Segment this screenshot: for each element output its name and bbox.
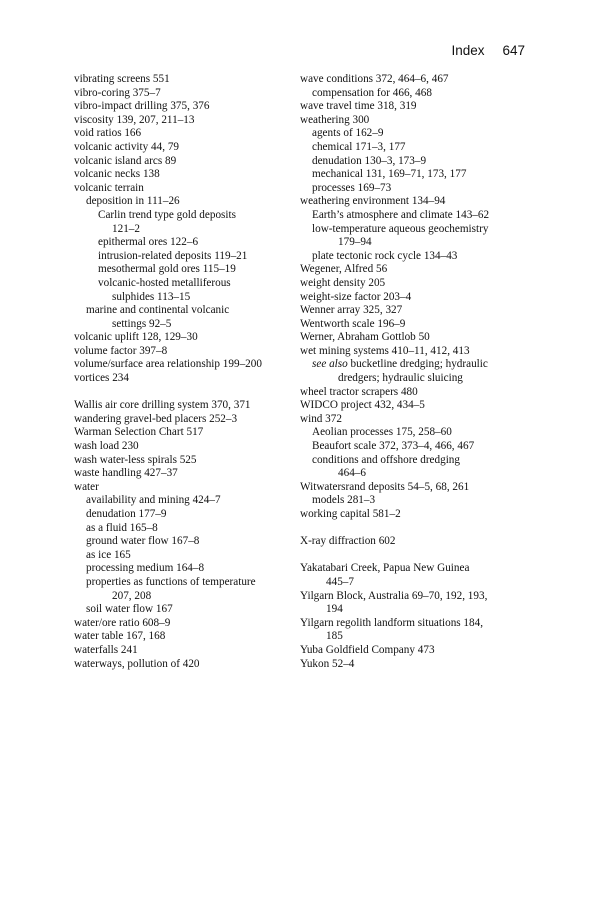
index-entry-text: water table 167, 168: [74, 630, 166, 643]
index-entry-text: Earth’s atmosphere and climate 143–62: [312, 208, 490, 221]
index-entry: [300, 617, 520, 631]
index-entry-text: waterways, pollution of 420: [74, 657, 200, 670]
index-entry-text: weight density 205: [300, 276, 386, 289]
running-header: [451, 43, 525, 58]
index-subentry: [74, 209, 286, 223]
index-entry-text: availability and mining 424–7: [86, 494, 221, 507]
index-subentry: [300, 454, 520, 468]
index-entry-text: vibro-impact drilling 375, 376: [74, 100, 210, 113]
index-subentry: [74, 603, 286, 617]
index-letter-gap: [74, 386, 286, 400]
index-entry-text: X-ray diffraction 602: [300, 535, 396, 548]
index-entry-continuation: [300, 372, 520, 386]
index-entry-text: 194: [326, 603, 343, 616]
page-number: 647: [502, 43, 525, 58]
index-entry: [300, 73, 520, 87]
index-entry-text: Yilgarn Block, Australia 69–70, 192, 193,: [300, 589, 488, 602]
index-entry: [300, 114, 520, 128]
index-entry-text: as ice 165: [86, 548, 131, 561]
index-entry-text: wash water-less spirals 525: [74, 453, 197, 466]
index-entry: [74, 630, 286, 644]
index-entry-text: Wentworth scale 196–9: [300, 317, 406, 330]
index-entry-text: Warman Selection Chart 517: [74, 426, 204, 439]
index-entry-text: vibrating screens 551: [74, 73, 170, 85]
index-subentry: [300, 426, 520, 440]
index-entry: [74, 454, 286, 468]
index-entry-text: deposition in 111–26: [86, 195, 180, 208]
index-entry: [74, 87, 286, 101]
index-entry: [74, 345, 286, 359]
index-entry-text: marine and continental volcanic: [86, 304, 230, 317]
index-entry-text: waste handling 427–37: [74, 467, 178, 480]
index-subentry: [74, 494, 286, 508]
index-entry-text: models 281–3: [312, 494, 376, 507]
index-entry: [300, 345, 520, 359]
index-entry-text: Yilgarn regolith landform situations 184,: [300, 616, 484, 629]
index-entry: [74, 644, 286, 658]
index-entry-text: Yakatabari Creek, Papua New Guinea: [300, 562, 470, 575]
index-entry-continuation: [74, 223, 286, 237]
index-entry-text: Yukon 52–4: [300, 657, 355, 670]
index-entry-text: chemical 171–3, 177: [312, 140, 406, 153]
index-entry-text: compensation for 466, 468: [312, 86, 432, 99]
index-entry-text: volume/surface area relationship 199–200: [74, 358, 262, 371]
index-entry-text: Wenner array 325, 327: [300, 304, 403, 317]
index-entry-text: Yuba Goldfield Company 473: [300, 643, 435, 656]
index-entry-text: wet mining systems 410–11, 412, 413: [300, 344, 470, 357]
index-entry-text: volcanic necks 138: [74, 168, 160, 181]
index-entry-text: volcanic-hosted metalliferous: [98, 276, 231, 289]
index-entry-continuation: [300, 236, 520, 250]
index-entry: [300, 399, 520, 413]
index-subentry: [300, 358, 520, 372]
index-subentry: [74, 277, 286, 291]
index-entry-text: Carlin trend type gold deposits: [98, 208, 236, 221]
index-subentry: [300, 250, 520, 264]
index-entry-text: volcanic uplift 128, 129–30: [74, 331, 198, 344]
index-entry: [300, 562, 520, 576]
index-entry-continuation: [300, 603, 520, 617]
index-entry-text: Witwatersrand deposits 54–5, 68, 261: [300, 480, 470, 493]
index-entry-text: denudation 130–3, 173–9: [312, 154, 427, 167]
index-entry-text: bucketline dredging; hydraulic: [350, 358, 488, 371]
index-entry-continuation: [300, 630, 520, 644]
index-letter-gap: [300, 549, 520, 563]
index-entry: [74, 100, 286, 114]
index-subentry: [300, 168, 520, 182]
index-entry-text: volcanic island arcs 89: [74, 154, 177, 167]
index-subentry: [300, 155, 520, 169]
index-entry-text: weight-size factor 203–4: [300, 290, 412, 303]
index-entry-text: 207, 208: [112, 589, 152, 602]
index-entry: [74, 399, 286, 413]
index-entry-text: weathering environment 134–94: [300, 195, 446, 208]
index-subentry: [300, 87, 520, 101]
index-subentry: [300, 440, 520, 454]
index-entry-text: wash load 230: [74, 440, 139, 453]
index-subentry: [74, 535, 286, 549]
index-entry: [300, 535, 520, 549]
index-entry-text: 185: [326, 630, 343, 643]
index-entry-text: processes 169–73: [312, 181, 392, 194]
index-entry: [300, 195, 520, 209]
index-entry: [74, 73, 286, 87]
index-entry-continuation: [300, 467, 520, 481]
index-column-right: [300, 73, 520, 671]
index-entry-text: mechanical 131, 169–71, 173, 177: [312, 168, 467, 181]
header-section-title: Index: [451, 43, 485, 58]
index-entry: [74, 114, 286, 128]
index-subentry: [74, 522, 286, 536]
index-entry: [74, 155, 286, 169]
index-subentry: [74, 304, 286, 318]
index-entry: [74, 372, 286, 386]
index-entry-text: processing medium 164–8: [86, 562, 205, 575]
index-subentry: [74, 236, 286, 250]
index-subentry: [74, 508, 286, 522]
index-entry-text: waterfalls 241: [74, 643, 138, 656]
index-entry-text: settings 92–5: [112, 317, 172, 330]
index-entry: [74, 426, 286, 440]
index-entry: [74, 467, 286, 481]
index-entry-text: 445–7: [326, 575, 354, 588]
index-entry-text: wind 372: [300, 412, 342, 425]
index-entry-text: properties as functions of temperature: [86, 575, 256, 588]
index-entry: [300, 413, 520, 427]
index-entry: [74, 168, 286, 182]
index-entry-text: conditions and offshore dredging: [312, 453, 460, 466]
index-entry-text: WIDCO project 432, 434–5: [300, 399, 425, 412]
index-entry: [300, 481, 520, 495]
index-subentry: [74, 263, 286, 277]
index-entry-text: Aeolian processes 175, 258–60: [312, 426, 452, 439]
index-entry-continuation: [74, 318, 286, 332]
index-entry-text: volume factor 397–8: [74, 344, 168, 357]
index-entry: [300, 304, 520, 318]
index-entry-text: 121–2: [112, 222, 140, 235]
index-entry-text: mesothermal gold ores 115–19: [98, 263, 236, 276]
index-entry: [300, 386, 520, 400]
index-entry: [74, 617, 286, 631]
index-entry: [74, 331, 286, 345]
index-entry-continuation: [74, 291, 286, 305]
index-entry-text: ground water flow 167–8: [86, 535, 200, 548]
index-entry: [300, 318, 520, 332]
index-entry-text: vortices 234: [74, 372, 129, 385]
index-entry: [300, 263, 520, 277]
index-entry-text: denudation 177–9: [86, 508, 167, 520]
index-entry-text: wave conditions 372, 464–6, 467: [300, 73, 449, 85]
index-subentry: [74, 576, 286, 590]
index-entry-text: Beaufort scale 372, 373–4, 466, 467: [312, 440, 475, 453]
index-entry: [74, 481, 286, 495]
index-entry: [300, 658, 520, 672]
index-entry-text: agents of 162–9: [312, 127, 384, 140]
index-entry-text: intrusion-related deposits 119–21: [98, 249, 248, 262]
index-entry-text: Wegener, Alfred 56: [300, 263, 388, 276]
index-entry: [300, 100, 520, 114]
index-entry-text: sulphides 113–15: [112, 290, 191, 303]
index-entry-text: 464–6: [338, 467, 366, 480]
index-subentry: [74, 562, 286, 576]
index-entry-text: soil water flow 167: [86, 603, 173, 616]
index-entry: [300, 508, 520, 522]
index-letter-gap: [300, 522, 520, 536]
index-entry: [300, 277, 520, 291]
index-subentry: [300, 127, 520, 141]
index-subentry: [300, 182, 520, 196]
index-entry-text: viscosity 139, 207, 211–13: [74, 113, 195, 126]
see-also-label: see also: [312, 358, 348, 371]
index-entry-text: void ratios 166: [74, 127, 142, 140]
index-entry: [74, 413, 286, 427]
index-subentry: [300, 494, 520, 508]
index-entry: [74, 141, 286, 155]
index-entry: [74, 358, 286, 372]
index-entry: [74, 440, 286, 454]
index-entry: [74, 658, 286, 672]
index-subentry: [74, 250, 286, 264]
index-subentry: [300, 141, 520, 155]
index-entry-text: as a fluid 165–8: [86, 521, 158, 534]
index-entry-text: low-temperature aqueous geochemistry: [312, 222, 489, 235]
index-entry-text: working capital 581–2: [300, 508, 401, 520]
index-entry: [300, 331, 520, 345]
index-entry-text: water/ore ratio 608–9: [74, 616, 171, 629]
index-entry: [74, 127, 286, 141]
index-subentry: [74, 195, 286, 209]
index-entry-text: water: [74, 480, 99, 493]
index-entry-text: volcanic activity 44, 79: [74, 140, 180, 153]
index-entry: [300, 590, 520, 604]
index-entry-text: epithermal ores 122–6: [98, 236, 199, 249]
index-entry-continuation: [300, 576, 520, 590]
index-entry-text: vibro-coring 375–7: [74, 86, 161, 99]
index-entry-text: Werner, Abraham Gottlob 50: [300, 331, 430, 344]
index-entry: [74, 182, 286, 196]
index-entry-text: dredgers; hydraulic sluicing: [338, 372, 463, 385]
index-subentry: [74, 549, 286, 563]
index-entry-text: plate tectonic rock cycle 134–43: [312, 249, 458, 262]
index-entry-text: volcanic terrain: [74, 181, 144, 194]
index-subentry: [300, 223, 520, 237]
index-column-left: [74, 73, 286, 671]
index-entry-continuation: [74, 590, 286, 604]
index-entry-text: wheel tractor scrapers 480: [300, 385, 418, 398]
index-entry-text: weathering 300: [300, 113, 370, 126]
index-subentry: [300, 209, 520, 223]
index-entry-text: 179–94: [338, 236, 372, 249]
index-entry-text: wave travel time 318, 319: [300, 100, 417, 113]
index-entry-text: Wallis air core drilling system 370, 371: [74, 399, 251, 412]
index-entry: [300, 644, 520, 658]
index-entry-text: wandering gravel-bed placers 252–3: [74, 412, 238, 425]
index-entry: [300, 291, 520, 305]
